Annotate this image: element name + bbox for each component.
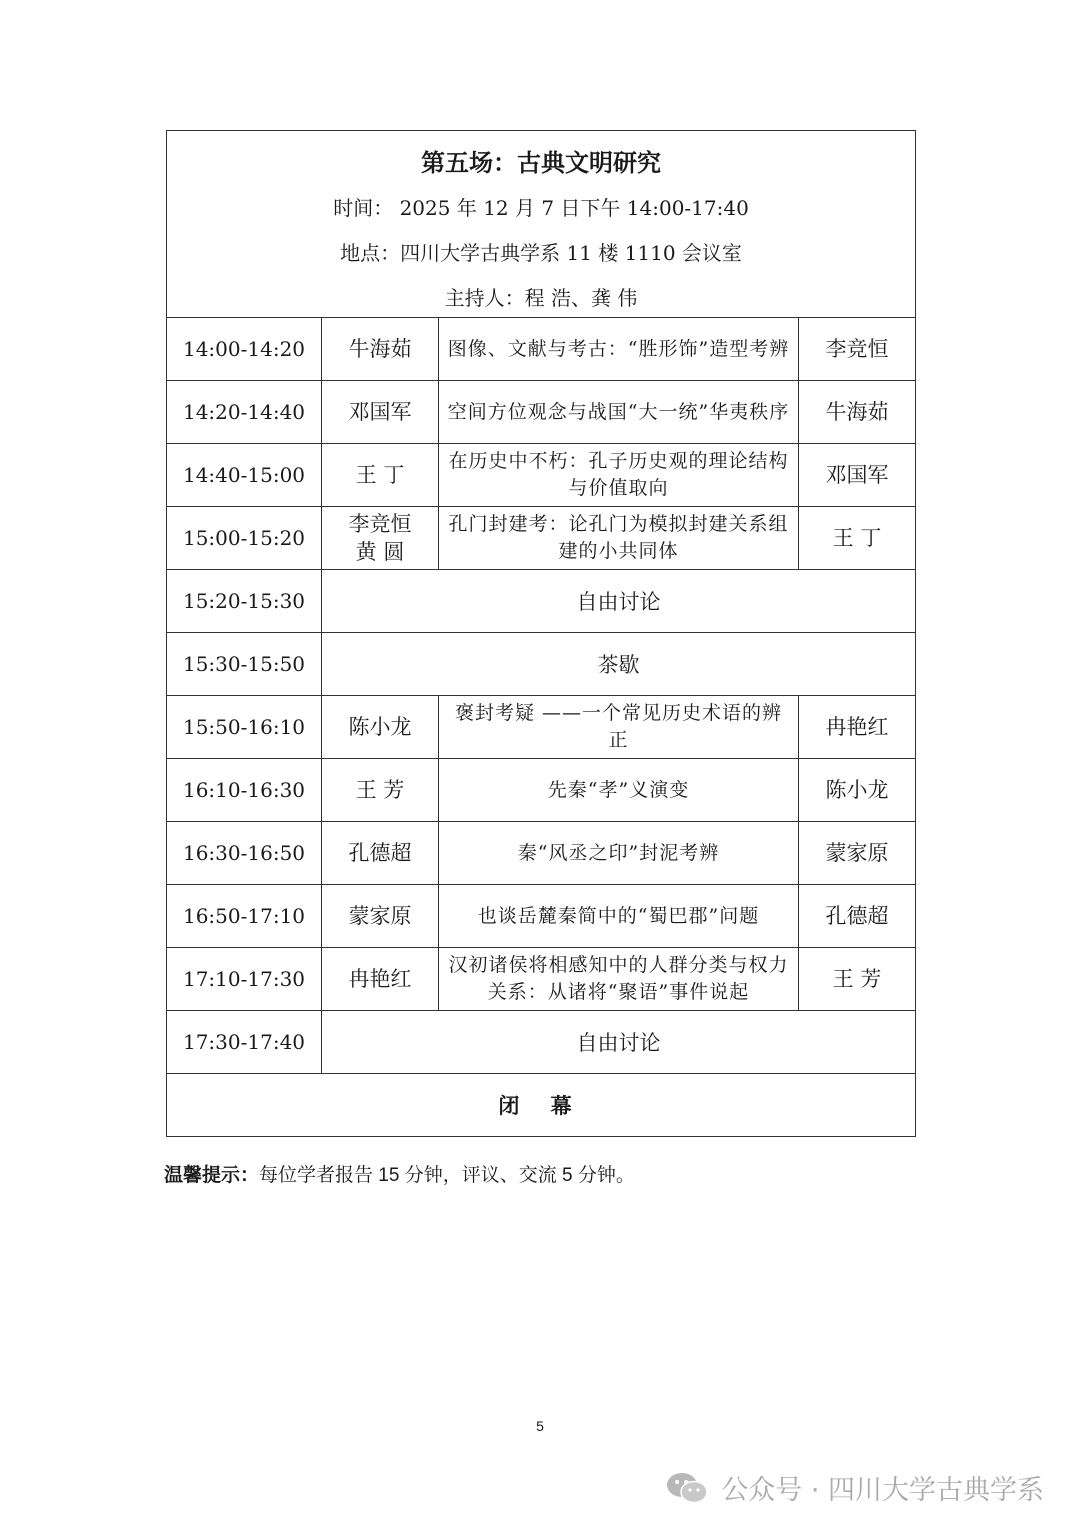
merged-cell: 茶歇	[322, 633, 916, 696]
topic-cell: 褒封考疑 ——一个常见历史术语的辨正	[439, 696, 799, 759]
speaker-name: 李竞恒	[348, 512, 412, 536]
speaker-cell: 冉艳红	[322, 948, 439, 1011]
page-number: 5	[536, 1418, 544, 1434]
time-cell: 16:10-16:30	[167, 759, 322, 822]
session-host: 主持人：程 浩、龚 伟	[444, 286, 638, 310]
closing-cell: 闭 幕	[167, 1074, 916, 1137]
wechat-icon	[665, 1471, 709, 1505]
topic-cell: 在历史中不朽：孔子历史观的理论结构与价值取向	[439, 444, 799, 507]
session-title: 第五场：古典文明研究	[421, 148, 662, 177]
commentator-cell: 牛海茹	[799, 381, 916, 444]
commentator-cell: 蒙家原	[799, 822, 916, 885]
speaker-cell: 王 丁	[322, 444, 439, 507]
schedule-row	[167, 696, 916, 759]
speaker-cell: 陈小龙	[322, 696, 439, 759]
topic-cell: 先秦“孝”义演变	[439, 759, 799, 822]
tip-label: 温馨提示：	[164, 1165, 260, 1186]
time-cell: 14:20-14:40	[167, 381, 322, 444]
time-cell: 16:50-17:10	[167, 885, 322, 948]
speaker-cell: 蒙家原	[322, 885, 439, 948]
speaker-name: 黄 圆	[355, 540, 405, 564]
topic-cell: 汉初诸侯将相感知中的人群分类与权力关系：从诸将“聚语”事件说起	[439, 948, 799, 1011]
speaker-cell: 牛海茹	[322, 318, 439, 381]
commentator-cell: 王 芳	[799, 948, 916, 1011]
schedule-table	[166, 130, 916, 1137]
commentator-cell: 孔德超	[799, 885, 916, 948]
merged-cell: 自由讨论	[322, 570, 916, 633]
topic-cell: 也谈岳麓秦简中的“蜀巴郡”问题	[439, 885, 799, 948]
time-cell: 14:00-14:20	[167, 318, 322, 381]
topic-cell: 图像、文献与考古：“胜形饰”造型考辨	[439, 318, 799, 381]
schedule-row	[167, 318, 916, 381]
tip-text: 每位学者报告 15 分钟，评议、交流 5 分钟。	[259, 1165, 635, 1186]
schedule-row	[167, 633, 916, 696]
schedule-row	[167, 444, 916, 507]
commentator-cell: 陈小龙	[799, 759, 916, 822]
commentator-cell: 李竞恒	[799, 318, 916, 381]
time-cell: 17:10-17:30	[167, 948, 322, 1011]
speaker-cell: 王 芳	[322, 759, 439, 822]
time-cell: 16:30-16:50	[167, 822, 322, 885]
schedule-row	[167, 759, 916, 822]
session-time: 时间： 2025 年 12 月 7 日下午 14:00-17:40	[333, 196, 749, 220]
watermark	[665, 1468, 1044, 1507]
time-cell: 15:00-15:20	[167, 507, 322, 570]
schedule-row	[167, 381, 916, 444]
schedule-row	[167, 570, 916, 633]
speaker-cell: 邓国军	[322, 381, 439, 444]
schedule-row	[167, 822, 916, 885]
time-cell: 15:30-15:50	[167, 633, 322, 696]
schedule-row	[167, 1011, 916, 1074]
topic-cell: 秦“风丞之印”封泥考辨	[439, 822, 799, 885]
merged-cell: 自由讨论	[322, 1011, 916, 1074]
time-cell: 14:40-15:00	[167, 444, 322, 507]
schedule-row	[167, 507, 916, 570]
session-location: 地点：四川大学古典学系 11 楼 1110 会议室	[340, 241, 742, 265]
commentator-cell: 邓国军	[799, 444, 916, 507]
schedule-row	[167, 948, 916, 1011]
speaker-cell: 孔德超	[322, 822, 439, 885]
topic-cell: 空间方位观念与战国“大一统”华夷秩序	[439, 381, 799, 444]
schedule-row	[167, 885, 916, 948]
watermark-text: 公众号 · 四川大学古典学系	[721, 1475, 1044, 1506]
speaker-cell	[322, 507, 439, 570]
commentator-cell: 冉艳红	[799, 696, 916, 759]
tip-note	[164, 1160, 635, 1187]
commentator-cell: 王 丁	[799, 507, 916, 570]
time-cell: 15:50-16:10	[167, 696, 322, 759]
time-cell: 15:20-15:30	[167, 570, 322, 633]
topic-cell: 孔门封建考：论孔门为模拟封建关系组建的小共同体	[439, 507, 799, 570]
session-header	[167, 131, 916, 318]
time-cell: 17:30-17:40	[167, 1011, 322, 1074]
closing-row	[167, 1074, 916, 1137]
